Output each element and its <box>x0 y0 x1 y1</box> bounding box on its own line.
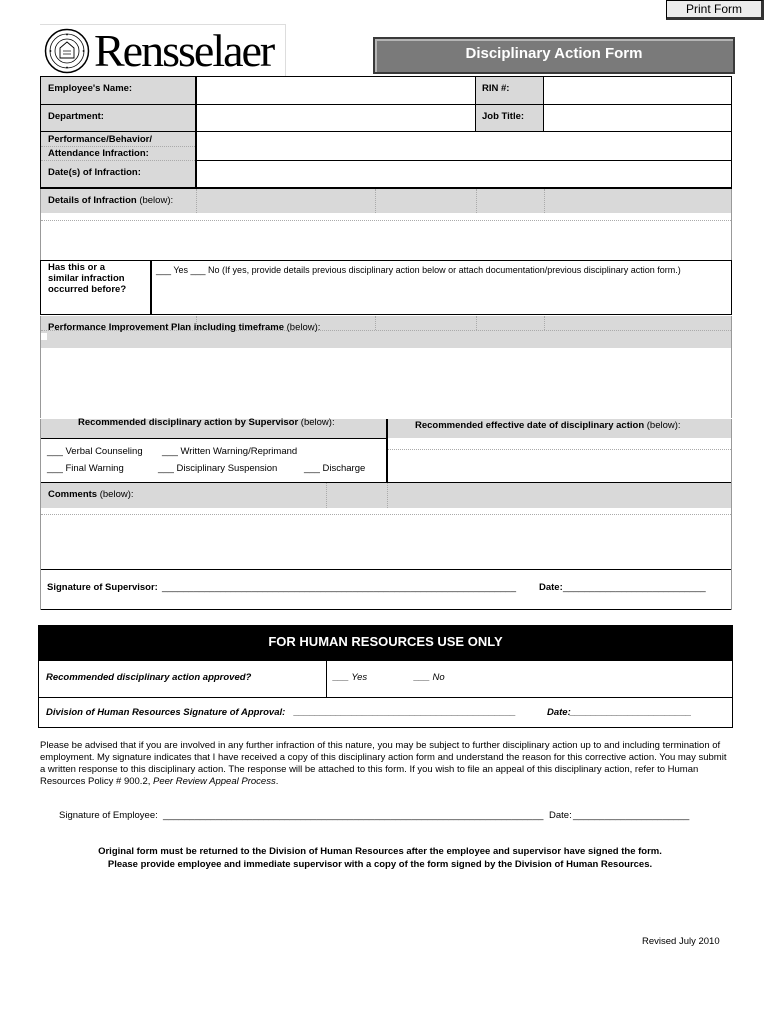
revised-date: Revised July 2010 <box>642 936 720 947</box>
infraction-field[interactable] <box>197 132 731 160</box>
prior-label-line1: Has this or a <box>48 262 106 273</box>
seal-icon <box>44 28 90 74</box>
rensselaer-logo <box>40 24 286 76</box>
notice-paragraph: Please be advised that if you are involved in any further infraction of this nature, you may be subject to further disciplinary action up to and including termination of employment. My signature indicates that I have received a copy of this disciplinary action form and understand the reason for this corrective action. You may submit a written response to this disciplinary action. The response will be attached to this form. If you wish to file an appeal of this disciplinary action, refer to Human Resources Policy # 900.2, Peer Review Appeal Process. <box>40 740 727 787</box>
hr-section-header <box>38 625 733 660</box>
instructions-line2: Please provide employee and immediate supervisor with a copy of the form signed by the Division of Human Resources. <box>107 859 653 870</box>
details-field[interactable] <box>41 214 731 259</box>
rin-field[interactable] <box>544 77 731 104</box>
policy-title: Peer Review Appeal Process <box>153 776 276 787</box>
logo-wordmark: Rensselaer <box>94 25 274 76</box>
supervisor-signature-label: Signature of Supervisor: <box>47 582 158 593</box>
pip-field[interactable] <box>41 349 731 417</box>
option-written-warning[interactable]: ___ Written Warning/Reprimand <box>162 446 298 457</box>
comments-field[interactable] <box>41 509 731 568</box>
infraction-label-line2: Attendance Infraction: <box>48 148 149 159</box>
employee-signature-line[interactable]: ________________________________________________________________________ <box>163 810 544 821</box>
comments-label: Comments (below): <box>48 489 134 500</box>
job-title-field[interactable] <box>544 105 731 131</box>
form-title-box <box>373 37 735 74</box>
hr-date-line[interactable]: _______________________ <box>570 707 692 718</box>
employee-signature-label: Signature of Employee: <box>59 810 158 821</box>
dates-field[interactable] <box>197 161 731 187</box>
hr-section-title: FOR HUMAN RESOURCES USE ONLY <box>268 634 503 649</box>
employee-date-label: Date: <box>549 810 572 821</box>
hr-signature-line[interactable]: __________________________________________ <box>294 707 516 718</box>
prior-options[interactable]: ___ Yes ___ No (If yes, provide details previous disciplinary action below or attach documentation/previous disciplinary action form.) <box>156 265 681 275</box>
employee-date-line[interactable]: ______________________ <box>573 810 690 821</box>
job-title-label: Job Title: <box>482 111 525 122</box>
department-field[interactable] <box>197 105 475 131</box>
option-discharge[interactable]: ___ Discharge <box>304 463 366 474</box>
pip-label: Performance Improvement Plan including timeframe (below): <box>48 322 321 333</box>
details-label: Details of Infraction (below): <box>48 195 174 206</box>
form-title: Disciplinary Action Form <box>465 45 643 62</box>
supervisor-date-label: Date: <box>539 582 563 593</box>
infraction-label-line1: Performance/Behavior/ <box>48 134 153 145</box>
option-final-warning[interactable]: ___ Final Warning <box>47 463 124 474</box>
hr-approved-no[interactable]: ___ No <box>414 672 445 683</box>
comments-header-shading <box>41 483 731 508</box>
option-disciplinary-suspension[interactable]: ___ Disciplinary Suspension <box>158 463 278 474</box>
hr-approved-yes[interactable]: ___ Yes <box>333 672 368 683</box>
effective-date-label: Recommended effective date of disciplinary action (below): <box>415 420 681 431</box>
hr-signature-label: Division of Human Resources Signature of Approval: <box>46 707 286 718</box>
supervisor-date-line[interactable]: ___________________________ <box>563 582 706 593</box>
print-form-button[interactable]: Print Form <box>666 0 764 20</box>
instructions-line1: Original form must be returned to the Division of Human Resources after the employee and supervisor have signed the form. <box>98 846 662 857</box>
department-label: Department: <box>48 111 104 122</box>
hr-date-label: Date: <box>547 707 571 718</box>
recommended-label: Recommended disciplinary action by Supervisor (below): <box>78 417 335 428</box>
employee-name-field[interactable] <box>197 77 475 104</box>
dates-label: Date(s) of Infraction: <box>48 167 141 178</box>
supervisor-signature-line[interactable]: ___________________________________________________________________ <box>162 582 516 593</box>
prior-label-line3: occurred before? <box>48 284 127 295</box>
employee-name-label: Employee's Name: <box>48 83 133 94</box>
hr-approved-label: Recommended disciplinary action approved? <box>46 672 252 683</box>
option-verbal-counseling[interactable]: ___ Verbal Counseling <box>47 446 143 457</box>
rin-label: RIN #: <box>482 83 510 94</box>
prior-label-line2: similar infraction <box>48 273 125 284</box>
